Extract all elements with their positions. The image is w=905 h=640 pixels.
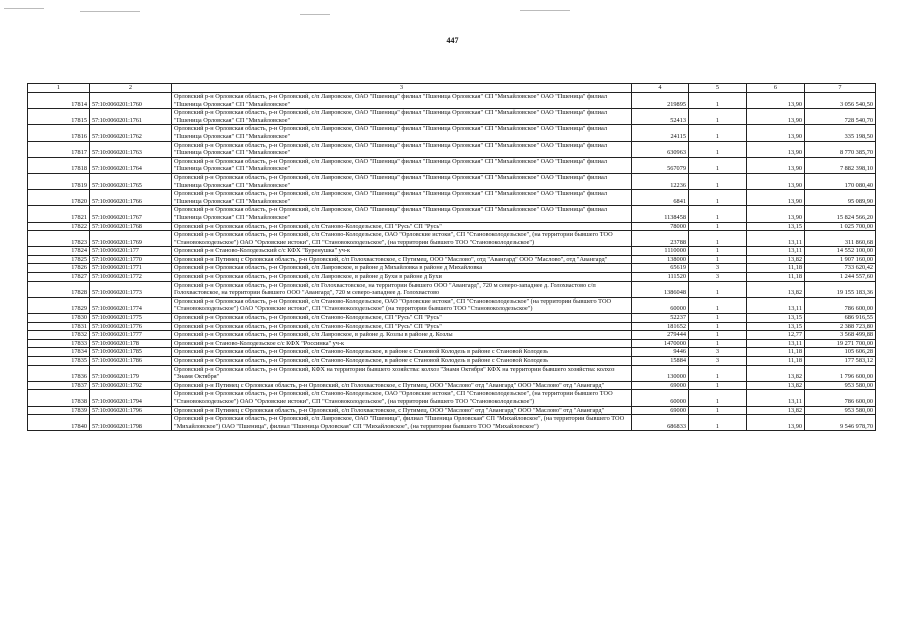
row-number: 17824 (28, 247, 90, 256)
cadastral-value: 9 546 978,70 (805, 415, 876, 431)
table-row (28, 390, 876, 406)
cadastral-number: 57:10:0060201:1794 (90, 390, 172, 406)
location-description: Орловский р-н Орловская область, р-н Орловский, с/п Лавровское, ОАО "Пшеница" филиал "Пшеница Орловская" СП "Михайловское" ОАО "Пшеница" филиал "Пшеница Орловская" СП "Михайловское" (172, 125, 632, 141)
area-value: 60000 (632, 297, 689, 313)
row-number: 17833 (28, 339, 90, 348)
cadastral-number: 57:10:0060201:1760 (90, 93, 172, 109)
area-value: 12236 (632, 173, 689, 189)
cadastral-number: 57:10:0060201:1767 (90, 206, 172, 222)
category-code: 1 (689, 297, 747, 313)
category-code: 1 (689, 206, 747, 222)
table-row (28, 255, 876, 264)
cadastral-value: 786 600,00 (805, 390, 876, 406)
location-description: Орловский р-н Орловская область, р-н Орловский, с/п Лавровское, ОАО "Пшеница" филиал "Пшеница Орловская" СП "Михайловское" ОАО "Пшеница" филиал "Пшеница Орловская" СП "Михайловское" (172, 157, 632, 173)
area-value: 181652 (632, 322, 689, 331)
cadastral-number: 57:10:0060201:1786 (90, 357, 172, 366)
location-description: Орловский р-н Орловская область, р-н Орловский, с/п Лавровское, в районе д Бухи в районе д Бухи (172, 273, 632, 282)
rate-value: 13,90 (747, 173, 805, 189)
row-number: 17836 (28, 365, 90, 381)
table-row (28, 297, 876, 313)
table-row (28, 247, 876, 256)
category-code: 3 (689, 348, 747, 357)
table-row (28, 206, 876, 222)
rate-value: 13,90 (747, 206, 805, 222)
area-value: 1138458 (632, 206, 689, 222)
header-col-6: 6 (747, 84, 805, 93)
rate-value: 13,15 (747, 314, 805, 323)
row-number: 17820 (28, 190, 90, 206)
rate-value: 12,77 (747, 331, 805, 340)
row-number: 17838 (28, 390, 90, 406)
table-row (28, 231, 876, 247)
table-row (28, 222, 876, 231)
table-row (28, 381, 876, 390)
rate-value: 13,90 (747, 190, 805, 206)
area-value: 65619 (632, 264, 689, 273)
area-value: 9446 (632, 348, 689, 357)
cadastral-value: 2 388 723,80 (805, 322, 876, 331)
header-row (28, 84, 876, 93)
area-value: 69000 (632, 381, 689, 390)
area-value: 138000 (632, 255, 689, 264)
area-value: 630963 (632, 141, 689, 157)
category-code: 1 (689, 93, 747, 109)
location-description: Орловский р-н Орловская область, р-н Орловский, с/п Станово-Колодезьское, СП "Русь" СП "Русь" (172, 314, 632, 323)
cadastral-value: 105 606,28 (805, 348, 876, 357)
cadastral-number: 57:10:0060201:1771 (90, 264, 172, 273)
cadastral-number: 57:10:0060201:1776 (90, 322, 172, 331)
header-col-1: 1 (28, 84, 90, 93)
rate-value: 13,90 (747, 415, 805, 431)
cadastral-value: 7 882 398,10 (805, 157, 876, 173)
location-description: Орловский р-н Орловская область, р-н Орловский, с/п Лавровское, ОАО "Пшеница" филиал "Пшеница Орловская" СП "Михайловское" ОАО "Пшеница" филиал "Пшеница Орловская" СП "Михайловское" (172, 109, 632, 125)
table-row (28, 264, 876, 273)
location-description: Орловский р-н Орловская область, р-н Орловский, с/п Голохвастовское, на территории бывшего ООО "Авангард", 720 м северо-западнее д. Голохвастово с/п Голохвастовское, на территории бывшего ООО "Авангард", 720 м северо-западнее д. Голохвастово (172, 281, 632, 297)
rate-value: 13,82 (747, 281, 805, 297)
rate-value: 13,82 (747, 365, 805, 381)
header-col-2: 2 (90, 84, 172, 93)
area-value: 686833 (632, 415, 689, 431)
category-code: 1 (689, 109, 747, 125)
rate-value: 13,90 (747, 109, 805, 125)
row-number: 17831 (28, 322, 90, 331)
cadastral-value: 786 600,00 (805, 297, 876, 313)
rate-value: 13,11 (747, 231, 805, 247)
rate-value: 13,90 (747, 141, 805, 157)
area-value: 567079 (632, 157, 689, 173)
category-code: 1 (689, 390, 747, 406)
area-value: 6841 (632, 190, 689, 206)
rate-value: 13,11 (747, 339, 805, 348)
row-number: 17832 (28, 331, 90, 340)
cadastral-value: 19 271 700,00 (805, 339, 876, 348)
cadastral-value: 1 907 160,00 (805, 255, 876, 264)
row-number: 17830 (28, 314, 90, 323)
category-code: 1 (689, 339, 747, 348)
row-number: 17839 (28, 406, 90, 415)
cadastral-number: 57:10:0060201:1770 (90, 255, 172, 264)
location-description: Орловский р-н Орловская область, р-н Орловский, с/п Лавровское, ОАО "Пшеница" филиал "Пшеница Орловская" СП "Михайловское" ОАО "Пшеница" филиал "Пшеница Орловская" СП "Михайловское" (172, 206, 632, 222)
category-code: 1 (689, 222, 747, 231)
cadastral-value: 95 089,90 (805, 190, 876, 206)
row-number: 17825 (28, 255, 90, 264)
location-description: Орловский р-н Орловская область, р-н Орловский, с/п Станово-Колодезьское, в районе с Становой Колодезь в районе с Становой Колодезь (172, 348, 632, 357)
header-col-5: 5 (689, 84, 747, 93)
location-description: Орловский р-н Орловская область, р-н Орловский, с/п Станово-Колодезьское, ОАО "Орловские истоки", СП "Становоколодезьское" (на территории бывшего ТОО "Становоколодезьское") ОАО "Орловские истоки", СП "Становоколодезьское" (на территории бывшего ТОО "Становоколодезьское") (172, 297, 632, 313)
cadastral-value: 311 860,68 (805, 231, 876, 247)
table-row (28, 273, 876, 282)
category-code: 1 (689, 406, 747, 415)
rate-value: 11,18 (747, 357, 805, 366)
table-row (28, 415, 876, 431)
location-description: Орловский р-н Орловская область, р-н Орловский, с/п Лавровское, ОАО "Пшеница" филиал "Пшеница Орловская" СП "Михайловское" ОАО "Пшеница" филиал "Пшеница Орловская" СП "Михайловское" (172, 173, 632, 189)
header-col-4: 4 (632, 84, 689, 93)
category-code: 1 (689, 247, 747, 256)
location-description: Орловский р-н Орловская область, р-н Орловский, с/п Лавровское, в районе д Михайловка в районе д Михайловка (172, 264, 632, 273)
category-code: 1 (689, 231, 747, 247)
cadastral-number: 57:10:0060201:1777 (90, 331, 172, 340)
row-number: 17837 (28, 381, 90, 390)
category-code: 1 (689, 141, 747, 157)
rate-value: 13,82 (747, 406, 805, 415)
cadastral-number: 57:10:0060201:178 (90, 339, 172, 348)
cadastral-value: 1 244 557,60 (805, 273, 876, 282)
row-number: 17822 (28, 222, 90, 231)
cadastral-number: 57:10:0060201:1774 (90, 297, 172, 313)
location-description: Орловский р-н Путимец с Орловская область, р-н Орловский, с/п Голохвастовское, с Путимец, ООО "Маслово" отд "Авангард" ООО "Маслово" отд "Авангард" (172, 381, 632, 390)
category-code: 1 (689, 281, 747, 297)
cadastral-number: 57:10:0060201:1772 (90, 273, 172, 282)
location-description: Орловский р-н Орловская область, р-н Орловский, с/п Станово-Колодезьское, ОАО "Орловские истоки", СП "Становоколодезьское", (на территории бывшего ТОО "Становоколодезьское") ОАО "Орловские истоки", СП "Становоколодезьское", (на территории бывшего ТОО "Становоколодезьское") (172, 390, 632, 406)
row-number: 17816 (28, 125, 90, 141)
row-number: 17823 (28, 231, 90, 247)
cadastral-number: 57:10:0060201:1785 (90, 348, 172, 357)
cadastral-value: 8 770 385,70 (805, 141, 876, 157)
cadastral-value: 3 056 540,50 (805, 93, 876, 109)
area-value: 69000 (632, 406, 689, 415)
rate-value: 11,18 (747, 273, 805, 282)
row-number: 17840 (28, 415, 90, 431)
row-number: 17815 (28, 109, 90, 125)
area-value: 52237 (632, 314, 689, 323)
location-description: Орловский р-н Орловская область, р-н Орловский, с/п Лавровское, ОАО "Пшеница" филиал "Пшеница Орловская" СП "Михайловское" ОАО "Пшеница" филиал "Пшеница Орловская" СП "Михайловское" (172, 93, 632, 109)
cadastral-value: 335 198,50 (805, 125, 876, 141)
category-code: 1 (689, 314, 747, 323)
area-value: 219895 (632, 93, 689, 109)
cadastral-value: 733 620,42 (805, 264, 876, 273)
category-code: 1 (689, 255, 747, 264)
cadastral-value: 14 552 100,00 (805, 247, 876, 256)
location-description: Орловский р-н Орловская область, р-н Орловский, с/п Станово-Колодезьское, СП "Русь" СП "Русь" (172, 322, 632, 331)
area-value: 15884 (632, 357, 689, 366)
location-description: Орловский р-н Орловская область, р-н Орловский, с/п Лавровское, ОАО "Пшеница" филиал "Пшеница Орловская" СП "Михайловское" ОАО "Пшеница" филиал "Пшеница Орловская" СП "Михайловское" (172, 190, 632, 206)
cadastral-number: 57:10:0060201:1792 (90, 381, 172, 390)
rate-value: 13,82 (747, 255, 805, 264)
table-row (28, 331, 876, 340)
rate-value: 13,11 (747, 247, 805, 256)
area-value: 130000 (632, 365, 689, 381)
rate-value: 13,11 (747, 390, 805, 406)
row-number: 17834 (28, 348, 90, 357)
table-row (28, 93, 876, 109)
area-value: 24115 (632, 125, 689, 141)
area-value: 1110000 (632, 247, 689, 256)
row-number: 17835 (28, 357, 90, 366)
area-value: 279444 (632, 331, 689, 340)
location-description: Орловский р-н Орловская область, р-н Орловский, с/п Станово-Колодезьское, в районе с Становой Колодезь в районе с Становой Колодезь (172, 357, 632, 366)
header-col-3: 3 (172, 84, 632, 93)
table-row (28, 125, 876, 141)
table-row (28, 322, 876, 331)
table-row (28, 357, 876, 366)
cadastral-number: 57:10:0060201:1768 (90, 222, 172, 231)
category-code: 1 (689, 173, 747, 189)
location-description: Орловский р-н Орловская область, р-н Орловский, с/п Станово-Колодезьское, ОАО "Орловские истоки", СП "Становоколодезьское", (на территории бывшего ТОО "Становоколодезьское") ОАО "Орловские истоки", СП "Становоколодезьское", (на территории бывшего ТОО "Становоколодезьское") (172, 231, 632, 247)
rate-value: 13,15 (747, 222, 805, 231)
cadastral-number: 57:10:0060201:1773 (90, 281, 172, 297)
table-row (28, 348, 876, 357)
cadastral-value: 170 080,40 (805, 173, 876, 189)
location-description: Орловский р-н Путимец с Орловская область, р-н Орловский, с/п Голохвастовское, с Путимец, ООО "Маслово", отд "Авангард" ООО "Маслово", отд "Авангард" (172, 255, 632, 264)
category-code: 1 (689, 190, 747, 206)
page-number: 447 (446, 36, 459, 45)
cadastral-value: 686 916,55 (805, 314, 876, 323)
row-number: 17819 (28, 173, 90, 189)
rate-value: 13,90 (747, 157, 805, 173)
rate-value: 11,18 (747, 348, 805, 357)
cadastral-number: 57:10:0060201:177 (90, 247, 172, 256)
category-code: 1 (689, 125, 747, 141)
cadastral-value: 3 568 499,88 (805, 331, 876, 340)
table-row (28, 173, 876, 189)
area-value: 111520 (632, 273, 689, 282)
rate-value: 13,15 (747, 322, 805, 331)
table-row (28, 406, 876, 415)
area-value: 60000 (632, 390, 689, 406)
table-row (28, 157, 876, 173)
cadastral-value: 177 583,12 (805, 357, 876, 366)
cadastral-value: 728 540,70 (805, 109, 876, 125)
cadastral-number: 57:10:0060201:1763 (90, 141, 172, 157)
cadastral-value: 15 824 566,20 (805, 206, 876, 222)
location-description: Орловский р-н Орловская область, р-н Орловский, с/п Лавровское, ОАО "Пшеница", филиал "Пшеница Орловская" СП "Михайловское", (на территории бывшего ТОО "Михайловское") ОАО "Пшеница", филиал "Пшеница Орловская" СП "Михайловское", (на территории бывшего ТОО "Михайловское") (172, 415, 632, 431)
category-code: 1 (689, 415, 747, 431)
category-code: 1 (689, 322, 747, 331)
rate-value: 11,18 (747, 264, 805, 273)
area-value: 1470000 (632, 339, 689, 348)
row-number: 17817 (28, 141, 90, 157)
header-col-7: 7 (805, 84, 876, 93)
table-row (28, 190, 876, 206)
cadastral-number: 57:10:0060201:1766 (90, 190, 172, 206)
area-value: 23788 (632, 231, 689, 247)
cadastral-number: 57:10:0060201:1798 (90, 415, 172, 431)
area-value: 1386048 (632, 281, 689, 297)
row-number: 17814 (28, 93, 90, 109)
table-row (28, 141, 876, 157)
location-description: Орловский р-н Орловская область, р-н Орловский, с/п Лавровское, в районе д. Козлы в районе д. Козлы (172, 331, 632, 340)
cadastral-value: 19 155 183,36 (805, 281, 876, 297)
location-description: Орловский р-н Станово-Колодезьское с/с КФХ "Россинка" уч-к (172, 339, 632, 348)
scan-artifacts (0, 8, 905, 18)
cadastral-value: 1 796 600,00 (805, 365, 876, 381)
table-row (28, 339, 876, 348)
table-row (28, 314, 876, 323)
category-code: 1 (689, 381, 747, 390)
category-code: 1 (689, 331, 747, 340)
cadastral-number: 57:10:0060201:1761 (90, 109, 172, 125)
cadastral-number: 57:10:0060201:1765 (90, 173, 172, 189)
row-number: 17826 (28, 264, 90, 273)
table-row (28, 365, 876, 381)
rate-value: 13,82 (747, 381, 805, 390)
cadastral-number: 57:10:0060201:1764 (90, 157, 172, 173)
land-plot-table (27, 83, 876, 431)
location-description: Орловский р-н Орловская область, р-н Орловский, КФХ на территории бывшего хозяйства: колхоз "Знамя Октября" КФХ на территории бывшего хозяйства: колхоз "Знамя Октября" (172, 365, 632, 381)
table-body (28, 93, 876, 431)
cadastral-value: 953 580,00 (805, 381, 876, 390)
table-row (28, 281, 876, 297)
category-code: 3 (689, 357, 747, 366)
cadastral-number: 57:10:0060201:1762 (90, 125, 172, 141)
rate-value: 13,90 (747, 93, 805, 109)
cadastral-number: 57:10:0060201:1796 (90, 406, 172, 415)
row-number: 17828 (28, 281, 90, 297)
cadastral-number: 57:10:0060201:1775 (90, 314, 172, 323)
category-code: 1 (689, 157, 747, 173)
category-code: 1 (689, 365, 747, 381)
location-description: Орловский р-н Орловская область, р-н Орловский, с/п Станово-Колодезьское, СП "Русь" СП "Русь" (172, 222, 632, 231)
row-number: 17821 (28, 206, 90, 222)
rate-value: 13,90 (747, 125, 805, 141)
area-value: 52413 (632, 109, 689, 125)
location-description: Орловский р-н Путимец с Орловская область, р-н Орловский, с/п Голохвастовское, с Путимец, ООО "Маслово" отд "Авангард" ООО "Маслово" отд "Авангард" (172, 406, 632, 415)
location-description: Орловский р-н Станово-Колодезьский с/с КФХ "Буренушка" уч-к (172, 247, 632, 256)
location-description: Орловский р-н Орловская область, р-н Орловский, с/п Лавровское, ОАО "Пшеница" филиал "Пшеница Орловская" СП "Михайловское" ОАО "Пшеница" филиал "Пшеница Орловская" СП "Михайловское" (172, 141, 632, 157)
row-number: 17818 (28, 157, 90, 173)
cadastral-value: 953 580,00 (805, 406, 876, 415)
row-number: 17827 (28, 273, 90, 282)
cadastral-number: 57:10:0060201:179 (90, 365, 172, 381)
category-code: 3 (689, 273, 747, 282)
cadastral-value: 1 025 700,00 (805, 222, 876, 231)
area-value: 78000 (632, 222, 689, 231)
row-number: 17829 (28, 297, 90, 313)
cadastral-number: 57:10:0060201:1769 (90, 231, 172, 247)
rate-value: 13,11 (747, 297, 805, 313)
category-code: 3 (689, 264, 747, 273)
table-row (28, 109, 876, 125)
